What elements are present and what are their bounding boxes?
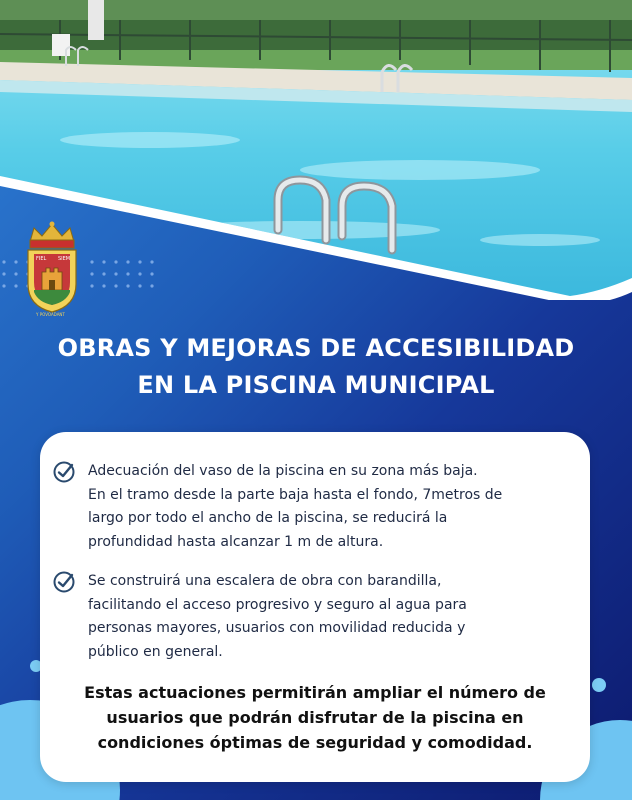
page-title — [0, 330, 632, 404]
summary-line: Estas actuaciones permitirán ampliar el número de — [84, 683, 546, 702]
info-card — [40, 432, 590, 782]
item-text-line: Adecuación del vaso de la piscina en su zona más baja. — [88, 463, 478, 479]
summary-line: condiciones óptimas de seguridad y comodidad. — [97, 733, 533, 752]
pool-photo — [0, 0, 632, 300]
title-line-2: EN LA PISCINA MUNICIPAL — [137, 371, 495, 399]
list-item — [88, 570, 558, 664]
list-item — [88, 460, 558, 554]
crest-text-left: FIEL — [36, 256, 47, 262]
bubble-decoration — [592, 678, 606, 692]
check-circle-icon — [52, 570, 76, 594]
summary-text — [50, 680, 580, 755]
item-text-line: público en general. — [88, 643, 223, 660]
check-circle-icon — [52, 460, 76, 484]
item-text-line: facilitando el acceso progresivo y seguro al agua para — [88, 596, 467, 613]
crest-text-bottom: Y POVOADANT — [36, 312, 65, 317]
item-text-line: En el tramo desde la parte baja hasta el fondo, 7metros de — [88, 486, 503, 503]
crest-text-right: SIEM — [58, 256, 71, 262]
item-text-line: personas mayores, usuarios con movilidad reducida y — [88, 620, 466, 636]
item-text-line: largo por todo el ancho de la piscina, se reducirá la — [88, 510, 448, 526]
summary-line: usuarios que podrán disfrutar de la piscina en — [106, 708, 524, 727]
item-text-line: Se construirá una escalera de obra con barandilla, — [88, 573, 442, 589]
title-line-1: OBRAS Y MEJORAS DE ACCESIBILIDAD — [57, 334, 575, 362]
item-text-line: profundidad hasta alcanzar 1 m de altura. — [88, 533, 384, 550]
municipal-coat-of-arms-icon — [22, 220, 82, 320]
